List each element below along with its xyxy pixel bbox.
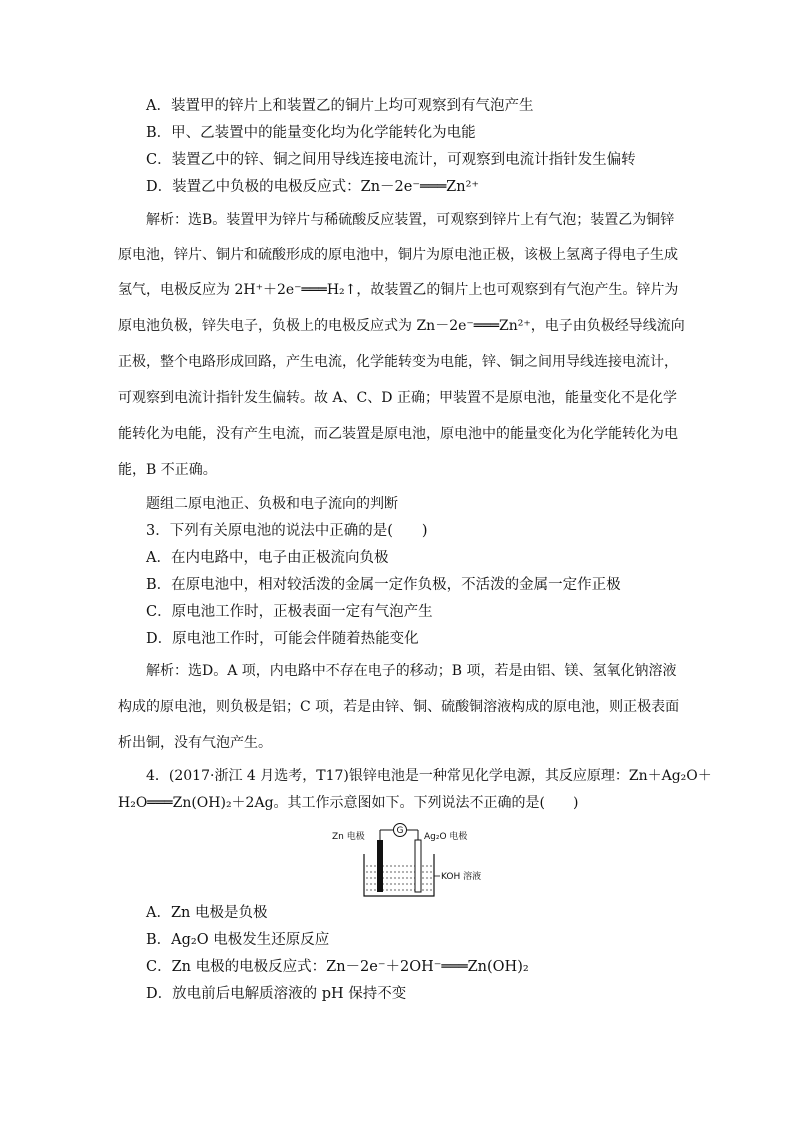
q4-option-b: B．Ag₂O 电极发生还原反应 [146,932,330,948]
q4-option-d: D．放电前后电解质溶液的 pH 保持不变 [146,986,407,1002]
ag2o-electrode-label: Ag₂O 电极 [424,832,468,842]
prev-option-a: A．装置甲的锌片上和装置乙的铜片上均可观察到有气泡产生 [146,98,534,114]
battery-diagram [330,818,500,902]
zn-electrode-label: Zn 电极 [332,832,365,842]
q4-option-a: A．Zn 电极是负极 [146,905,268,921]
analysis-line: 析出铜，没有气泡产生。 [118,735,272,751]
analysis-line: 构成的原电池，则负极是铝；C 项，若是由锌、铜、硫酸铜溶液构成的原电池，则正极表面 [118,699,680,715]
group-title: 题组二原电池正、负极和电子流向的判断 [146,496,398,512]
prev-option-b: B．甲、乙装置中的能量变化均为化学能转化为电能 [146,125,476,141]
analysis-line: 正极，整个电路形成回路，产生电流，化学能转变为电能，锌、铜之间用导线连接电流计， [118,354,678,370]
analysis-line: 解析：选D。A 项，内电路中不存在电子的移动；B 项，若是由铝、镁、氢氧化钠溶液 [146,663,677,679]
analysis-line: 氢气，电极反应为 2H⁺＋2e⁻═══H₂↑，故装置乙的铜片上也可观察到有气泡产生。锌片为 [118,282,679,298]
koh-label: KOH 溶液 [441,872,482,882]
analysis-line: 原电池，锌片、铜片和硫酸形成的原电池中，铜片为原电池正极，该极上氢离子得电子生成 [118,247,678,263]
analysis-line: 能转化为电能，没有产生电流，而乙装置是原电池，原电池中的能量变化为化学能转化为电 [118,426,678,442]
analysis-line: 解析：选B。装置甲为锌片与稀硫酸反应装置，可观察到锌片上有气泡；装置乙为铜锌 [146,212,675,228]
q4-stem-line1: 4．(2017·浙江 4 月选考，T17)银锌电池是一种常见化学电源，其反应原理：Zn＋Ag₂O＋ [146,768,712,784]
analysis-line: 能，B 不正确。 [118,462,217,478]
q4-option-c: C．Zn 电极的电极反应式：Zn－2e⁻＋2OH⁻═══Zn(OH)₂ [146,959,529,975]
q3-option-a: A．在内电路中，电子由正极流向负极 [146,550,389,566]
prev-option-c: C．装置乙中的锌、铜之间用导线连接电流计，可观察到电流计指针发生偏转 [146,152,636,168]
analysis-line: 可观察到电流计指针发生偏转。故 A、C、D 正确；甲装置不是原电池，能量变化不是化学 [118,390,677,406]
zn-electrode [377,840,383,892]
q3-stem: 3．下列有关原电池的说法中正确的是( ) [146,523,428,539]
q4-stem-line2: H₂O═══Zn(OH)₂＋2Ag。其工作示意图如下。下列说法不正确的是( ) [118,795,579,811]
q3-option-d: D．原电池工作时，可能会伴随着热能变化 [146,631,419,647]
analysis-line: 原电池负极，锌失电子，负极上的电极反应式为 Zn－2e⁻═══Zn²⁺，电子由负极经导线流向 [118,318,685,334]
meter-label: G [396,826,404,836]
ag2o-electrode [415,840,421,892]
prev-option-d: D．装置乙中负极的电极反应式：Zn－2e⁻═══Zn²⁺ [146,179,480,195]
q3-option-b: B．在原电池中，相对较活泼的金属一定作负极，不活泼的金属一定作正极 [146,577,621,593]
q3-option-c: C．原电池工作时，正极表面一定有气泡产生 [146,604,433,620]
